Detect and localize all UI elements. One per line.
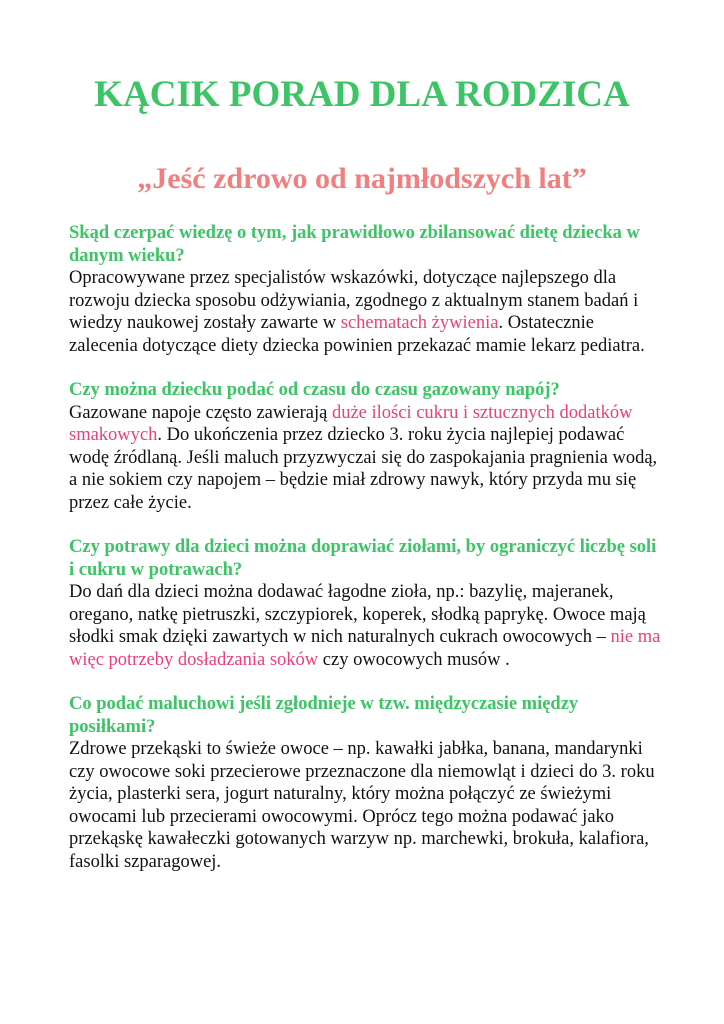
answer-highlight: duże ilości cukru i sztucznych dodatków smakowych	[69, 402, 633, 445]
answer-text: . Do ukończenia przez dziecko 3. roku życia najlepiej podawać wodę źródlaną. Jeśli maluch przyzwyczai się do zaspokajania pragnienia wodą, a nie sokiem czy napojem – będzie miał zdrowy nawyk, który przyda mu się przez całe życie.	[69, 425, 658, 513]
page-title: KĄCIK PORAD DLA RODZICA	[94, 74, 630, 115]
qa-section-4	[69, 693, 661, 873]
answer-text: Zdrowe przekąski to świeże owoce – np. kawałki jabłka, banana, mandarynki czy owocowe soki przecierowe przeznaczone dla niemowląt i dzieci do 3. roku życia, plasterki sera, jogurt naturalny, który można połączyć ze świeżymi owocami lub przecierami owocowymi. Oprócz tego można podawać jako przekąskę kawałeczki gotowanych warzyw np. marchewki, brokuła, kalafiora, fasolki szparagowej.	[69, 739, 655, 872]
answer-text: . Ostatecznie zalecenia dotyczące diety dziecka powinien przekazać mamie lekarz pediatra.	[69, 313, 645, 356]
page-subtitle: „Jeść zdrowo od najmłodszych lat”	[137, 162, 587, 195]
answer-paragraph	[69, 402, 661, 515]
answer-text: Do dań dla dzieci można dodawać łagodne zioła, np.: bazylię, majeranek, oregano, natkę pietruszki, szczypiorek, koperek, słodką paprykę. Owoce mają słodki smak dzięki zawartych w nich naturalnych cukrach owocowych –	[69, 582, 646, 647]
answer-highlight: schematach żywienia	[340, 313, 499, 333]
article-content	[69, 222, 661, 895]
answer-text: Opracowywane przez specjalistów wskazówki, dotyczące najlepszego dla rozwoju dziecka sposobu odżywiania, zgodnego z aktualnym stanem badań i wiedzy naukowej zostały zawarte w	[69, 268, 639, 333]
question-heading: Czy można dziecku podać od czasu do czasu gazowany napój?	[69, 380, 560, 400]
question-heading: Co podać maluchowi jeśli zgłodnieje w tzw. międzyczasie między posiłkami?	[69, 694, 579, 737]
qa-section-3	[69, 536, 661, 671]
qa-section-1	[69, 222, 661, 357]
answer-highlight: nie ma więc potrzeby dosładzania soków	[69, 627, 661, 670]
answer-text: czy owocowych musów .	[318, 649, 510, 670]
question-heading: Skąd czerpać wiedzę o tym, jak prawidłowo zbilansować dietę dziecka w danym wieku?	[69, 223, 640, 266]
answer-paragraph	[69, 581, 661, 671]
answer-paragraph	[69, 738, 661, 873]
answer-text: Gazowane napoje często zawierają	[69, 402, 332, 423]
question-heading: Czy potrawy dla dzieci można doprawiać ziołami, by ograniczyć liczbę soli i cukru w potrawach?	[69, 537, 657, 580]
answer-paragraph	[69, 267, 661, 357]
qa-section-2	[69, 379, 661, 514]
